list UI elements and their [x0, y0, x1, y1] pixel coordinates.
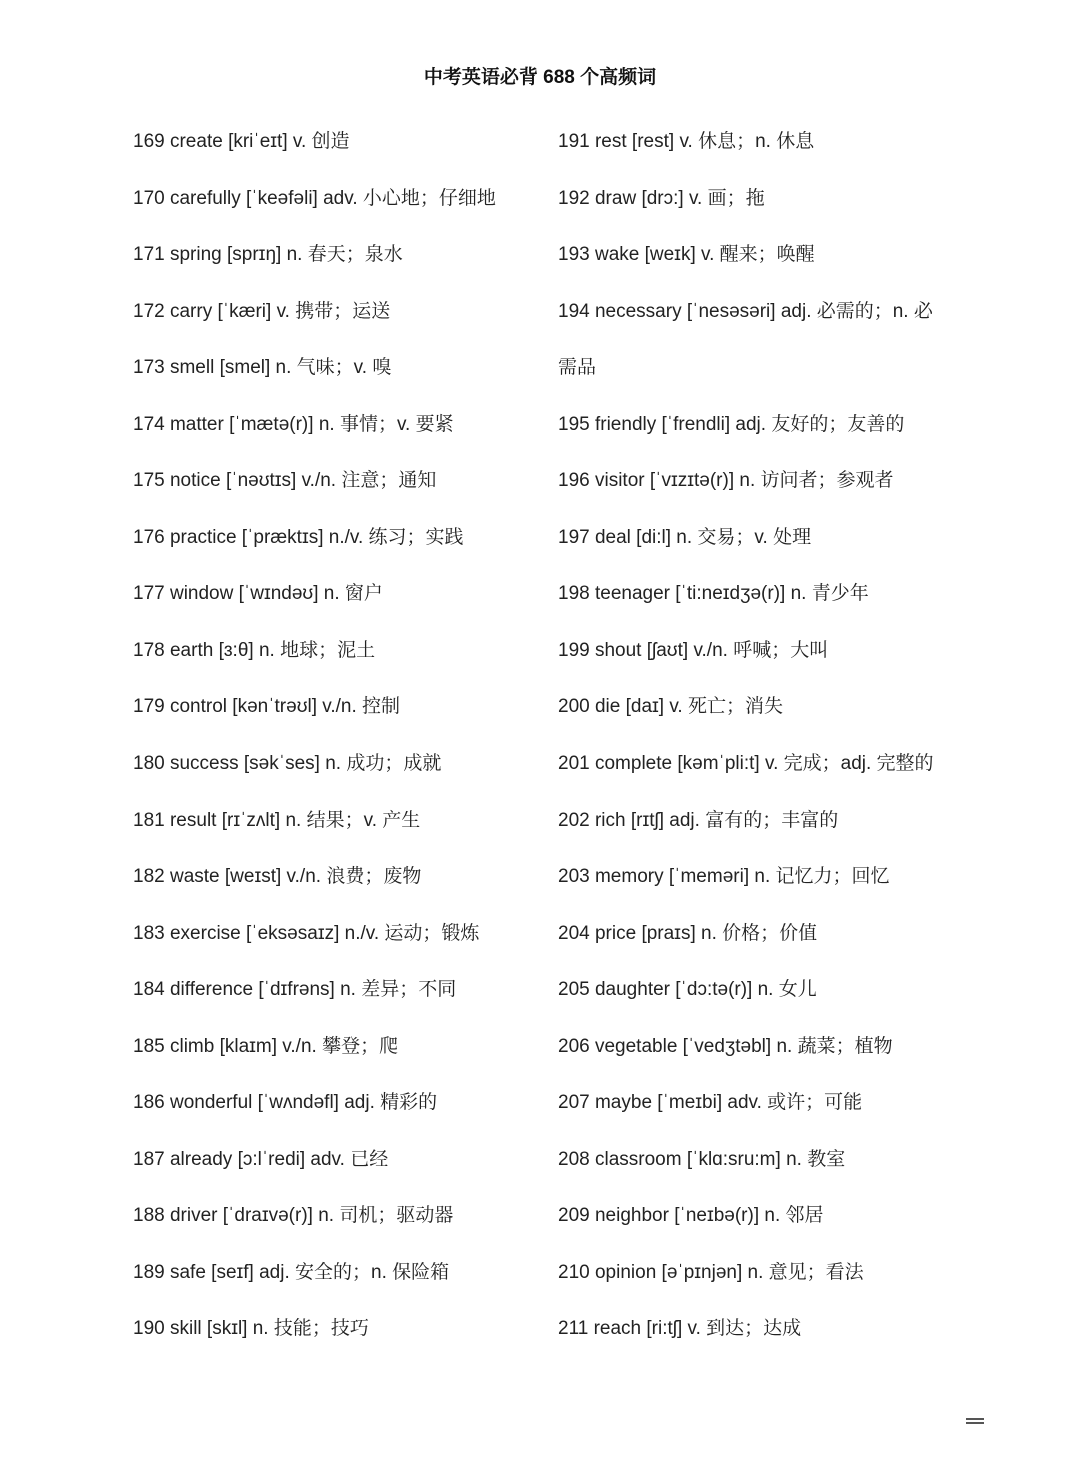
vocab-entry: 210 opinion [əˈpɪnjən] n. 意见；看法: [558, 1261, 864, 1283]
vocab-entry: 170 carefully [ˈkeəfəli] adv. 小心地；仔细地: [133, 187, 496, 209]
vocab-entry: 179 control [kənˈtrəʊl] v./n. 控制: [133, 696, 401, 718]
vocab-entry: 185 climb [klaɪm] v./n. 攀登；爬: [133, 1035, 399, 1057]
vocab-entry: 195 friendly [ˈfrendli] adj. 友好的；友善的: [558, 413, 905, 435]
vocab-entry: 207 maybe [ˈmeɪbi] adv. 或许；可能: [558, 1092, 863, 1114]
vocab-entry: 183 exercise [ˈeksəsaɪz] n./v. 运动；锻炼: [133, 922, 480, 944]
vocab-entry: 198 teenager [ˈti:neɪdʒə(r)] n. 青少年: [558, 583, 869, 605]
vocab-entry: 176 practice [ˈpræktɪs] n./v. 练习；实践: [133, 526, 464, 548]
vocab-entry: 169 create [kriˈeɪt] v. 创造: [133, 131, 350, 152]
vocab-entry: 200 die [daɪ] v. 死亡；消失: [558, 696, 783, 718]
vocab-entry: 194 necessary [ˈnesəsəri] adj. 必需的；n. 必: [558, 300, 933, 322]
vocab-entry: 171 spring [sprɪŋ] n. 春天；泉水: [133, 244, 403, 266]
vocab-entry: 180 success [səkˈses] n. 成功；成就: [133, 753, 442, 775]
vocab-entry: 199 shout [ʃaʊt] v./n. 呼喊；大叫: [558, 639, 829, 661]
vocab-entry: 201 complete [kəmˈpli:t] v. 完成；adj. 完整的: [558, 753, 934, 775]
vocab-entry: 187 already [ɔ:lˈredi] adv. 已经: [133, 1148, 389, 1170]
vocab-entry: 206 vegetable [ˈvedʒtəbl] n. 蔬菜；植物: [558, 1035, 893, 1057]
vocab-entry: 需品: [558, 357, 597, 379]
vocab-entry: 173 smell [smel] n. 气味；v. 嗅: [133, 357, 392, 379]
vocab-entry: 197 deal [di:l] n. 交易；v. 处理: [558, 526, 812, 548]
vocab-entry: 189 safe [seɪf] adj. 安全的；n. 保险箱: [133, 1261, 450, 1283]
vocab-entry: 178 earth [ɜ:θ] n. 地球；泥土: [133, 639, 376, 661]
vocab-entry: 204 price [praɪs] n. 价格；价值: [558, 922, 818, 944]
vocab-entry: 175 notice [ˈnəʊtɪs] v./n. 注意；通知: [133, 470, 437, 492]
vocab-entry: 192 draw [drɔ:] v. 画；拖: [558, 187, 765, 209]
vocab-entry: 203 memory [ˈmeməri] n. 记忆力；回忆: [558, 866, 890, 888]
vocab-entry: 182 waste [weɪst] v./n. 浪费；废物: [133, 866, 422, 888]
vocab-entry: 196 visitor [ˈvɪzɪtə(r)] n. 访问者；参观者: [558, 470, 894, 492]
vocab-entry: 193 wake [weɪk] v. 醒来；唤醒: [558, 244, 815, 266]
vocab-entry: 209 neighbor [ˈneɪbə(r)] n. 邻居: [558, 1205, 824, 1227]
vocab-entry: 188 driver [ˈdraɪvə(r)] n. 司机；驱动器: [133, 1205, 454, 1227]
vocab-entry: 174 matter [ˈmætə(r)] n. 事情；v. 要紧: [133, 413, 454, 435]
vocab-entry: 177 window [ˈwɪndəʊ] n. 窗户: [133, 583, 383, 605]
vocab-entry: 205 daughter [ˈdɔ:tə(r)] n. 女儿: [558, 979, 817, 1001]
vocab-entry: 208 classroom [ˈklɑ:sru:m] n. 教室: [558, 1148, 846, 1170]
left-column: [133, 114, 543, 1358]
page-title: 中考英语必背 688 个高频词: [423, 67, 657, 88]
right-column: [558, 114, 958, 1358]
vocab-entry: 184 difference [ˈdɪfrəns] n. 差异；不同: [133, 979, 457, 1001]
vocab-entry: 202 rich [rɪtʃ] adj. 富有的；丰富的: [558, 809, 839, 831]
vocab-entry: 211 reach [ri:tʃ] v. 到达；达成: [558, 1318, 802, 1340]
page-corner-mark-icon: [966, 1418, 984, 1424]
vocab-entry: 191 rest [rest] v. 休息；n. 休息: [558, 131, 815, 152]
vocab-entry: 190 skill [skɪl] n. 技能；技巧: [133, 1318, 369, 1340]
vocab-entry: 181 result [rɪˈzʌlt] n. 结果；v. 产生: [133, 809, 421, 831]
vocab-entry: 172 carry [ˈkæri] v. 携带；运送: [133, 300, 391, 322]
vocab-entry: 186 wonderful [ˈwʌndəfl] adj. 精彩的: [133, 1092, 438, 1114]
